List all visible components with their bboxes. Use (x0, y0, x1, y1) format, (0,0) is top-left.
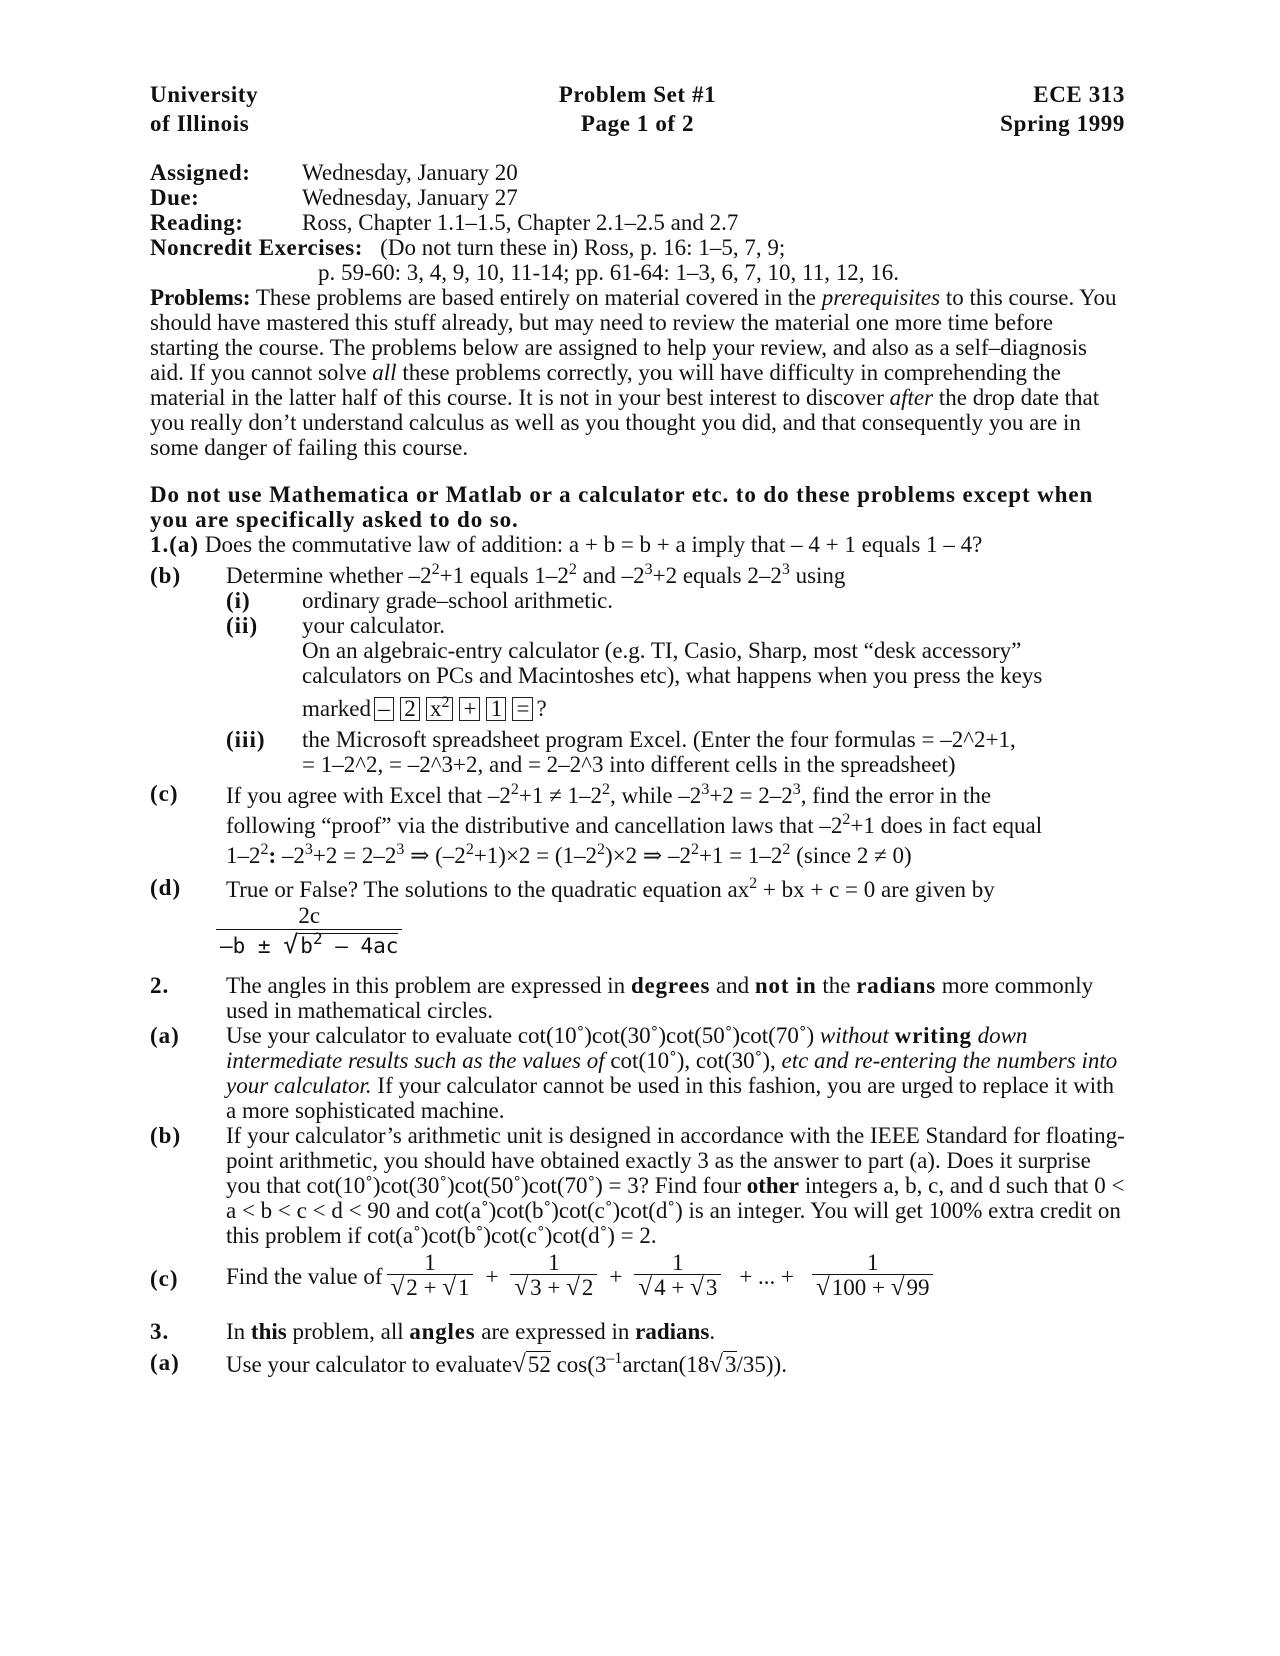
rad: 52 (527, 1352, 551, 1377)
exp: 2 (597, 841, 606, 858)
page-number: Page 1 of 2 (580, 111, 695, 136)
problem-1a (150, 532, 1125, 557)
rad: 3 (725, 1352, 737, 1377)
problem-1b-iii-text-2: = 1–2^2, = –2^3+2, and = 2–2^3 into different cells in the spreadsheet) (302, 752, 956, 777)
exp: 2 (465, 841, 474, 858)
problem-1a-text: Does the commutative law of addition: a + b = b + a imply that – 4 + 1 equals 1 – 4? (199, 532, 983, 557)
problem-1c (150, 781, 1125, 871)
frac-den: √4 + √3 (638, 1274, 718, 1301)
exp: 2 (510, 781, 519, 798)
exp: 3 (792, 781, 801, 798)
p2a-bold: writing (894, 1023, 972, 1048)
sqrt-icon: √ (816, 1274, 830, 1301)
problem-set-title: Problem Set #1 (558, 82, 717, 107)
rad: 4 (654, 1275, 666, 1300)
reading-label: Reading: (150, 210, 244, 235)
exp: 2 (782, 841, 791, 858)
header-center (150, 80, 1125, 138)
c-text: +1 ≠ 1–2 (518, 783, 602, 808)
exp: 2 (601, 781, 610, 798)
header-right (1000, 80, 1125, 138)
p2a-text: If your calculator cannot be used in this fashion, you are urged to replace it with a more sophisticated machine. (226, 1073, 1115, 1123)
p3-bold: angles (409, 1319, 476, 1344)
p3a-text: cos(3 (550, 1352, 607, 1377)
rad: 2 (406, 1275, 418, 1300)
p3a-text: Use your calculator to evaluate (226, 1352, 513, 1377)
exp: 2 (431, 561, 440, 578)
sqrt-icon: √ (890, 1274, 905, 1301)
problem-1b-label: (b) (150, 563, 182, 588)
frac-den: √3 + √2 (514, 1274, 594, 1301)
problem-1b-ii (150, 613, 1125, 721)
problem-2a-label: (a) (150, 1023, 180, 1048)
quadratic-fraction (216, 905, 1125, 959)
p2-text: the (816, 973, 857, 998)
rad: 3 (705, 1275, 718, 1300)
due-value: Wednesday, January 27 (302, 185, 518, 210)
c-text: )×2 ⇒ –2 (605, 843, 691, 868)
key-exp: 2 (441, 694, 450, 711)
problem-1b-iii-text: the Microsoft spreadsheet program Excel. (Enter the four formulas = –2^2+1, (302, 727, 1016, 752)
problem-1b-iii (150, 727, 1125, 777)
key-equals: = (512, 697, 533, 721)
key-x-label: x (429, 696, 442, 721)
intro-em-prerequisites: prerequisites (821, 285, 941, 310)
noncredit-label: Noncredit Exercises: (150, 235, 363, 260)
intro-text-4: the drop date that you really don’t understand calculus as well as you thought you did, and that consequently you are in some danger of failing this course. (150, 385, 1100, 460)
d-text-1: True or False? The solutions to the quadratic equation ax (226, 877, 750, 902)
p2a-em: without (819, 1023, 895, 1048)
problem-1d-label: (d) (150, 875, 182, 900)
problem-1b-ii-text-2: On an algebraic-entry calculator (e.g. TI, Casio, Sharp, most “desk accessory” calculators on PCs and Macintoshes etc), what happens when you press the keys (302, 638, 1043, 688)
p2-text: and (710, 973, 755, 998)
question-mark: ? (536, 696, 547, 721)
exp: 3 (701, 781, 710, 798)
sqrt-icon: √ (390, 1274, 405, 1301)
p2b-text: If your calculator’s arithmetic unit is designed in accordance with the IEEE Standard for floating-point arithmetic, you should have obtained exactly 3 as the answer to part (a). Does it surprise you that cot(10˚)cot(30˚)cot(50˚)cot(70˚) = 3? Find four (226, 1123, 1125, 1198)
frac-num: 1 (812, 1252, 933, 1275)
c-text: +1 does in fact equal (850, 813, 1043, 838)
intro-text-2: to this course. You should have mastered this stuff already, but may need to review the material one more time before starting the course. The problems below are assigned to help your review, and also as a self–diagnosis aid. If you cannot solve (150, 285, 1117, 385)
sqrt-icon: √ (566, 1274, 580, 1301)
rad: 3 (530, 1275, 542, 1300)
p3-text: are expressed in (475, 1319, 636, 1344)
marked-text: marked (302, 696, 371, 721)
semester: Spring 1999 (1000, 111, 1125, 136)
exp: 3 (781, 561, 790, 578)
fraction-denominator (216, 930, 402, 959)
course-code: ECE 313 (1033, 82, 1125, 107)
problem-3a (150, 1350, 1125, 1380)
problem-3a-label: (a) (150, 1350, 180, 1375)
b-text-1: Determine whether –2 (226, 563, 432, 588)
sqrt-icon: √ (442, 1274, 456, 1301)
b-text-4: +2 equals 2–2 (652, 563, 782, 588)
problems-label: Problems: (150, 285, 251, 310)
p3-bold: this (250, 1319, 287, 1344)
noncredit-value: (Do not turn these in) Ross, p. 16: 1–5, 7, 9; (380, 235, 786, 260)
c-text: (since 2 ≠ 0) (790, 843, 912, 868)
sqrt-icon: √ (514, 1274, 529, 1301)
problem-1c-label: (c) (150, 781, 179, 806)
p3a-text: arctan(18 (622, 1352, 710, 1377)
exp: 2 (690, 841, 699, 858)
p3-bold: radians (635, 1319, 710, 1344)
problem-1b-i (150, 588, 1125, 613)
exp: –1 (606, 1350, 623, 1367)
problem-2a (150, 1023, 1125, 1123)
p2-bold: radians (856, 973, 936, 998)
key-minus: – (374, 697, 394, 721)
p3-text: . (709, 1319, 716, 1344)
problem-2b (150, 1123, 1125, 1248)
problem-3-label: 3. (150, 1319, 170, 1344)
intro-em-after: after (889, 385, 934, 410)
p2-text: more commonly used in mathematical circles. (226, 973, 1094, 1023)
den-rad: b (300, 934, 313, 958)
sqrt-body (298, 929, 399, 958)
problem-2 (150, 973, 1125, 1023)
c-text: +2 = 2–2 (709, 783, 793, 808)
exp: 3 (304, 841, 313, 858)
sqrt-icon: √ (512, 1351, 526, 1378)
plus-sign: + (485, 1264, 499, 1289)
b-text-3: and –2 (576, 563, 645, 588)
sqrt-icon: √ (690, 1274, 704, 1301)
exp: 2 (842, 811, 851, 828)
c-text: , while –2 (609, 783, 702, 808)
p2a-em: etc and re-entering the numbers into your calculator. (226, 1048, 1118, 1098)
page-header (150, 80, 1125, 142)
den-text: –b ± (220, 934, 284, 958)
rad: 100 (831, 1275, 867, 1300)
c-colon: : (268, 843, 277, 868)
problem-1a-label: 1.(a) (150, 532, 200, 557)
c-text: , find the error in the (800, 783, 992, 808)
university-name: University (150, 82, 259, 107)
p2-bold: not in (754, 973, 817, 998)
frac-den: √100 + √99 (816, 1274, 930, 1301)
problem-2b-label: (b) (150, 1123, 182, 1148)
problem-2c (150, 1252, 1125, 1301)
c-text: +1)×2 = (1–2 (473, 843, 598, 868)
c-text: If you agree with Excel that –2 (226, 783, 511, 808)
exp: 2 (312, 929, 323, 948)
problem-set-page (150, 80, 1125, 1380)
assignment-info (150, 160, 1125, 285)
c-text: 1–2 (226, 843, 261, 868)
intro-em-all: all (372, 360, 397, 385)
problem-1b-i-text: ordinary grade–school arithmetic. (302, 588, 614, 613)
exp: 2 (568, 561, 577, 578)
p2a-text: Use your calculator to evaluate cot(10˚)cot(30˚)cot(50˚)cot(70˚) (226, 1023, 820, 1048)
c-text: +1 = 1–2 (698, 843, 783, 868)
c-text: ⇒ (–2 (404, 843, 466, 868)
c-text: +2 = 2–2 (312, 843, 397, 868)
frac-num: 1 (634, 1252, 721, 1275)
c-text: following “proof” via the distributive and cancellation laws that –2 (226, 813, 843, 838)
problem-3 (150, 1319, 1125, 1344)
b-text-5: using (789, 563, 846, 588)
p2c-text: Find the value of (226, 1264, 383, 1289)
sqrt-icon: √ (638, 1274, 653, 1301)
problem-1b-iii-label: (iii) (226, 727, 266, 752)
problem-1b-ii-text: your calculator. (302, 613, 446, 638)
p2-text: The angles in this problem are expressed in (226, 973, 631, 998)
frac-num: 1 (387, 1252, 474, 1275)
problem-1b (150, 563, 1125, 588)
university-location: of Illinois (150, 111, 250, 136)
reading-value: Ross, Chapter 1.1–1.5, Chapter 2.1–2.5 and 2.7 (302, 210, 739, 235)
d-text-2: + bx + c = 0 are given by (757, 877, 995, 902)
sqrt-icon: √ (709, 1351, 723, 1378)
p2b-bold: other (746, 1173, 800, 1198)
p2b-text: integers a, b, c, and d such that 0 < a < b < c < d < 90 and cot(a˚)cot(b˚)cot(c˚)cot(d˚) is an integer. You will get 100% extra credit on this problem if cot(a˚)cot(b˚)cot(c˚)cot(d˚) = 2. (226, 1173, 1125, 1248)
ellipsis: + ... + (739, 1264, 795, 1289)
p2a-text: cot(10˚), cot(30˚), (604, 1048, 782, 1073)
key-1: 1 (486, 697, 506, 721)
p3-text: problem, all (286, 1319, 410, 1344)
calculator-keys-line (302, 696, 1125, 721)
p3-text: In (226, 1319, 251, 1344)
sqrt-icon: √ (283, 930, 299, 959)
assigned-label: Assigned: (150, 160, 251, 185)
exp: 2 (260, 841, 269, 858)
exp: 2 (749, 875, 758, 892)
problems-intro (150, 285, 1125, 460)
p2a-em: down intermediate results such as the values of (226, 1023, 1028, 1073)
noncredit-value-line2: p. 59-60: 3, 4, 9, 10, 11-14; pp. 61-64: 1–3, 6, 7, 10, 11, 12, 16. (318, 260, 899, 285)
frac-num: 1 (510, 1252, 597, 1275)
key-plus: + (459, 697, 480, 721)
key-x-squared (426, 694, 454, 721)
problem-1b-ii-label: (ii) (226, 613, 259, 638)
frac-den: √2 + √1 (390, 1274, 470, 1301)
p3a-text: /35)). (736, 1352, 787, 1377)
p2-bold: degrees (630, 973, 711, 998)
assigned-value: Wednesday, January 20 (302, 160, 518, 185)
due-label: Due: (150, 185, 200, 210)
calculator-warning: Do not use Mathematica or Matlab or a calculator etc. to do these problems except when you are specifically asked to do so. (150, 482, 1094, 532)
fraction-numerator: 2c (216, 905, 402, 930)
problem-2-label: 2. (150, 973, 170, 998)
c-text: –2 (276, 843, 305, 868)
rad: 2 (581, 1275, 594, 1300)
key-2: 2 (400, 697, 420, 721)
rad: 99 (906, 1275, 930, 1300)
problem-1b-i-label: (i) (226, 588, 251, 613)
den-text-2: – 4ac (322, 934, 399, 958)
b-text-2: +1 equals 1–2 (439, 563, 569, 588)
plus-sign: + (609, 1264, 623, 1289)
exp: 3 (644, 561, 653, 578)
rad: 1 (457, 1275, 470, 1300)
intro-text-1: These problems are based entirely on material covered in the (250, 285, 822, 310)
exp: 3 (396, 841, 405, 858)
intro-text-3: these problems correctly, you will have difficulty in comprehending the material in the latter half of this course. It is not in your best interest to discover (150, 360, 1061, 410)
problem-2c-label: (c) (150, 1266, 179, 1291)
problem-1d (150, 875, 1125, 959)
